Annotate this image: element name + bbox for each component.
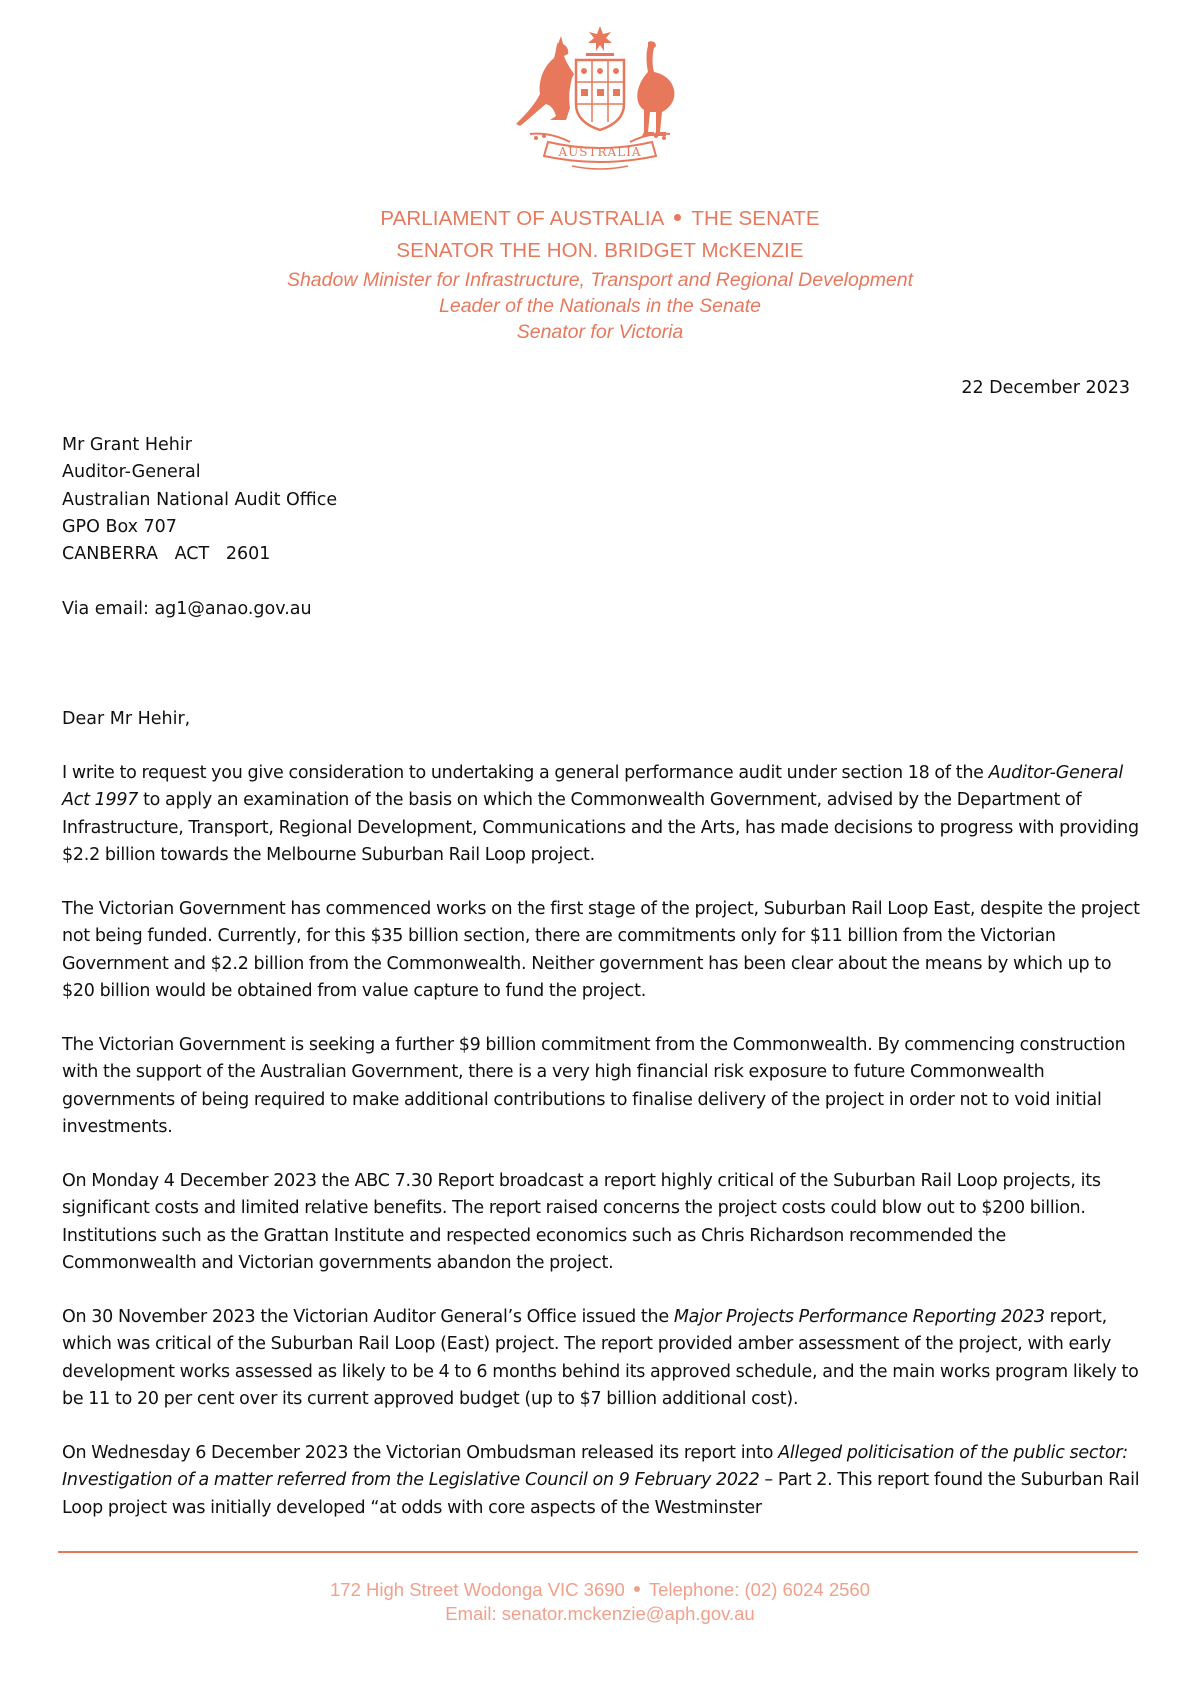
senate-name: THE SENATE — [691, 207, 820, 230]
ombudsman-report-title: Alleged politicisation of the public sector: Investigation of a matter referred from the Legislative Council on 9 February 2022 — [62, 1443, 1128, 1491]
paragraph-1 — [62, 760, 1142, 869]
letter-footer — [0, 1578, 1200, 1626]
paragraph-1-text-b: to apply an examination of the basis on which the Commonwealth Government, advised by the Department of Infrastructure, Transport, Regional Development, Communications and the Arts, has made decisions to progress with providing $2.2 billion towards the Melbourne Suburban Rail Loop project. — [62, 790, 1139, 865]
paragraph-6-text-a: On Wednesday 6 December 2023 the Victorian Ombudsman released its report into — [62, 1443, 779, 1463]
office-phone: Telephone: (02) 6024 2560 — [648, 1579, 870, 1600]
report-title: Major Projects Performance Reporting 2023 — [673, 1307, 1045, 1327]
salutation: Dear Mr Hehir, — [62, 709, 191, 729]
office-address: 172 High Street Wodonga VIC 3690 — [330, 1579, 625, 1600]
paragraph-5-text-a: On 30 November 2023 the Victorian Auditor General’s Office issued the — [62, 1307, 674, 1327]
recipient-name: Mr Grant Hehir — [62, 435, 192, 455]
act-title: Auditor-General Act 1997 — [62, 763, 1123, 811]
kangaroo-icon — [516, 36, 574, 126]
paragraph-2: The Victorian Government has commenced works on the first stage of the project, Suburban Rail Loop East, despite the project not being funded. Currently, for this $35 billion section, there are commitments only for $11 billion from the Victorian Government and $2.2 billion from the Commonwealth. Neither government has been clear about the means by which up to $20 billion would be obtained from value capture to fund the project. — [62, 899, 1140, 1001]
paragraph-4: On Monday 4 December 2023 the ABC 7.30 Report broadcast a report highly critical of the Suburban Rail Loop projects, its significant costs and limited relative benefits. The report raised concerns the project costs could blow out to $200 billion. Institutions such as the Grattan Institute and respected economics such as Chris Richardson recommended the Commonwealth and Victorian governments abandon the project. — [62, 1171, 1101, 1273]
footer-contact-line — [0, 1578, 1200, 1602]
recipient-address — [62, 432, 1142, 568]
bullet-icon — [674, 214, 681, 221]
recipient-city: CANBERRA ACT 2601 — [62, 544, 271, 565]
paragraph-5-text-b: report, which was critical of the Suburban Rail Loop (East) project. The report provided amber assessment of the project, with early development works assessed as likely to be 4 to 6 months behind its approved schedule, and the main works program likely to be 11 to 20 per cent over its current approved budget (up to $7 billion additional cost). — [62, 1307, 1139, 1409]
commonwealth-star-icon — [588, 26, 612, 51]
coat-of-arms-crest — [500, 22, 700, 172]
shadow-minister-role: Shadow Minister for Infrastructure, Transport and Regional Development — [286, 269, 914, 291]
paragraph-3: The Victorian Government is seeking a further $9 billion commitment from the Commonwealth. By commencing construction with the support of the Australian Government, there is a very high financial risk exposure to future Commonwealth governments of being required to make additional contributions to finalise delivery of the project in order not to void initial investments. — [62, 1035, 1126, 1137]
letter-date: 22 December 2023 — [961, 378, 1130, 398]
paragraph-1-text-a: I write to request you give consideration to undertaking a general performance audit under section 18 of the — [62, 763, 989, 783]
paragraph-6 — [62, 1440, 1142, 1522]
senator-name: SENATOR THE HON. BRIDGET McKENZIE — [396, 239, 804, 262]
parliament-name: PARLIAMENT OF AUSTRALIA — [380, 207, 665, 230]
letterhead — [0, 203, 1200, 345]
via-email: Via email: ag1@anao.gov.au — [62, 599, 312, 619]
recipient-office: Australian National Audit Office — [62, 489, 338, 510]
footer-divider — [58, 1551, 1138, 1553]
recipient-title: Auditor-General — [62, 462, 201, 483]
paragraph-6-text-b: – Part 2. This report found the Suburban Rail Loop project was initially developed “at odds with core aspects of the Westminster — [62, 1470, 1140, 1518]
bullet-icon — [634, 1586, 640, 1592]
office-email: Email: senator.mckenzie@aph.gov.au — [445, 1603, 755, 1624]
emu-icon — [637, 41, 674, 136]
recipient-box: GPO Box 707 — [62, 516, 177, 537]
nationals-leader-role: Leader of the Nationals in the Senate — [439, 295, 761, 317]
crest-banner-text: AUSTRALIA — [558, 145, 642, 159]
paragraph-5 — [62, 1304, 1142, 1413]
senator-for-victoria-role: Senator for Victoria — [516, 321, 684, 343]
parliament-line — [0, 203, 1200, 235]
